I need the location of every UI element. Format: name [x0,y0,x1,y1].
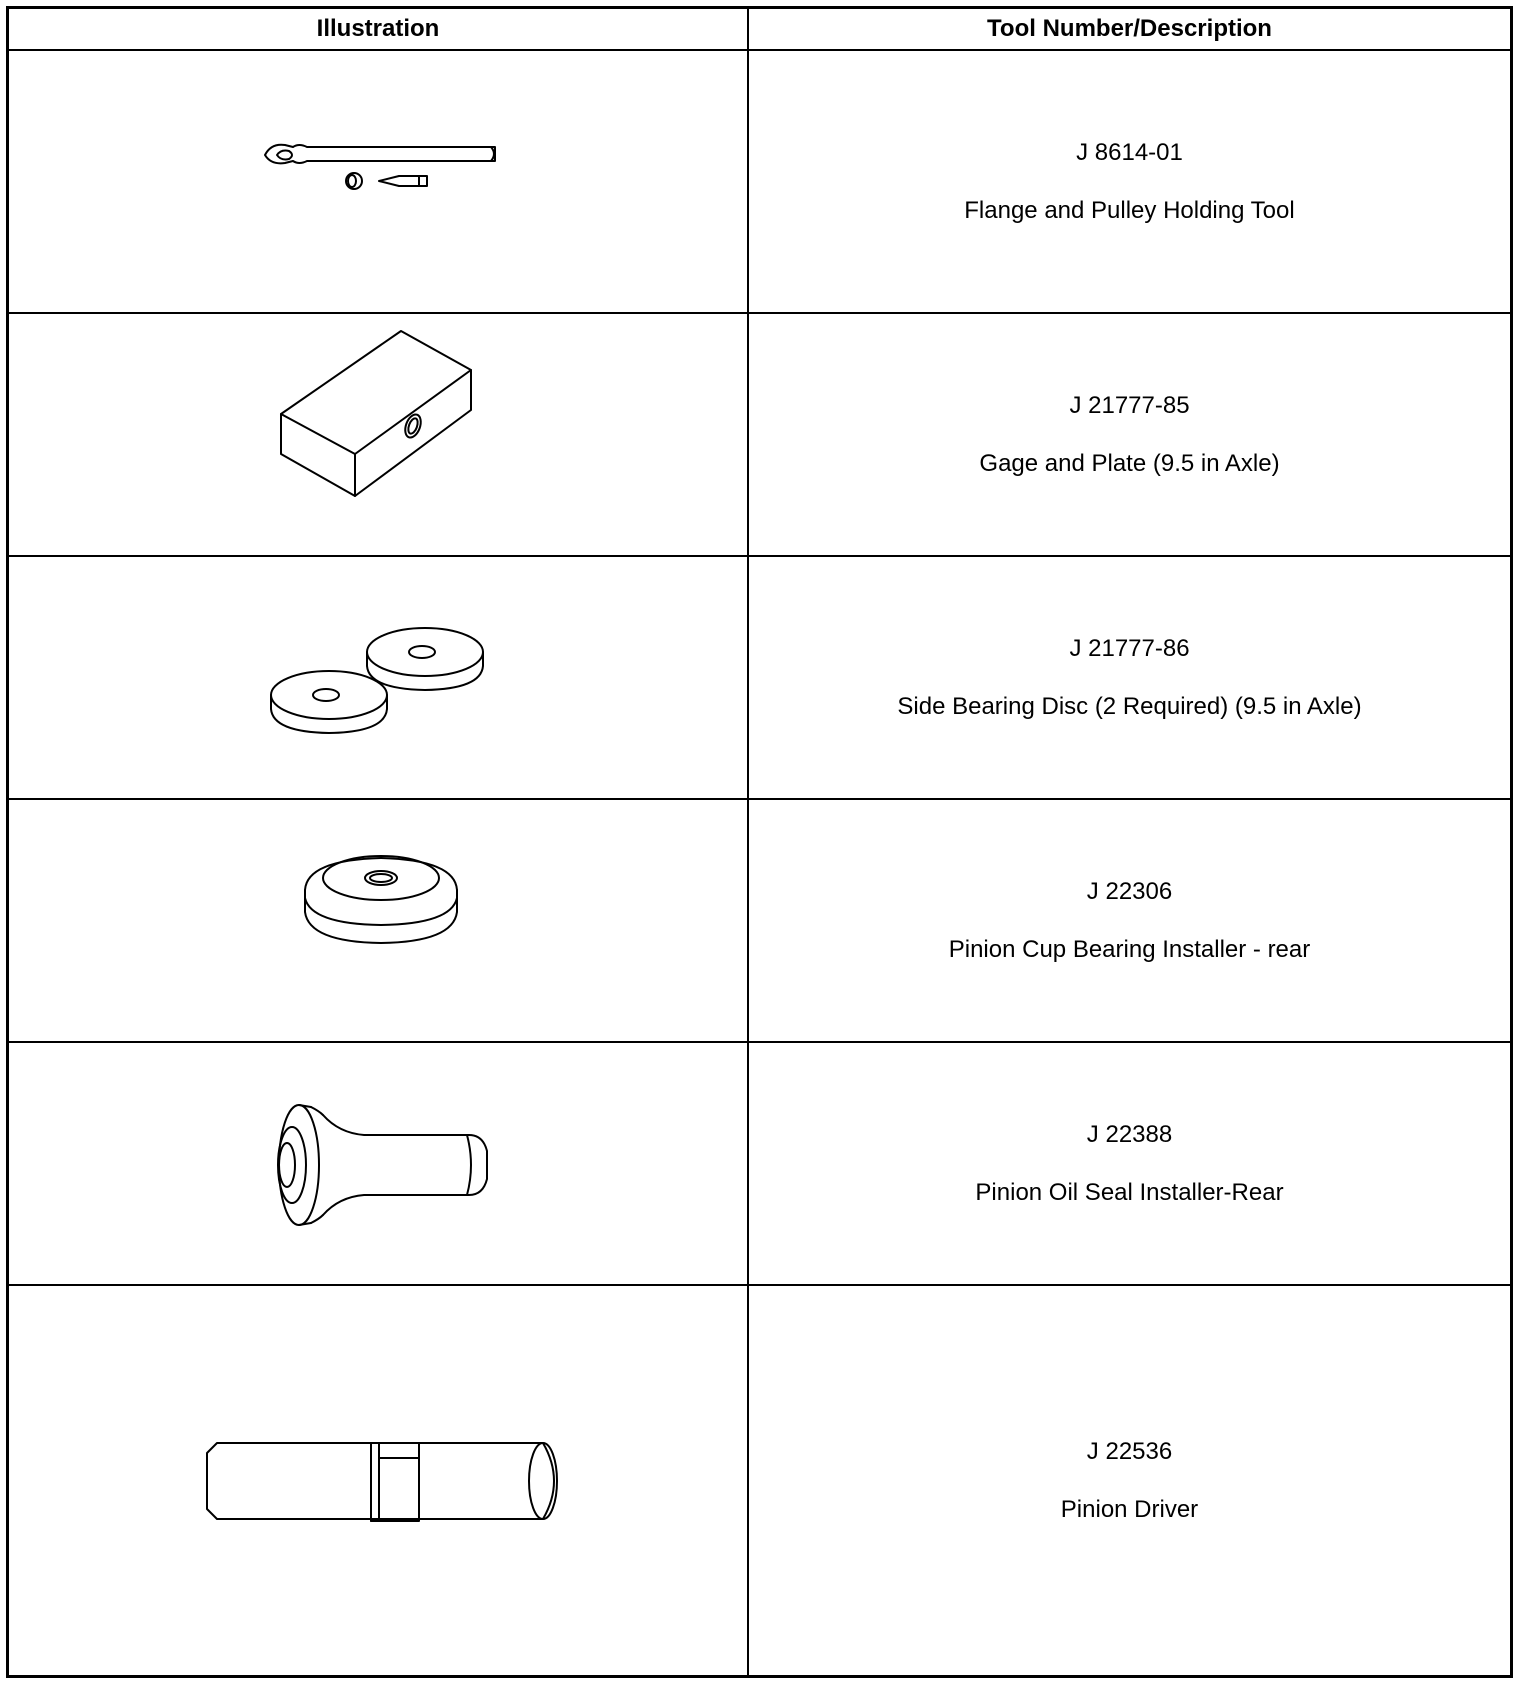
tool-description: Pinion Cup Bearing Installer - rear [948,935,1311,963]
illustration-cell [9,1043,747,1284]
illustration-cell [9,1286,747,1675]
illustration-cell [9,314,747,555]
tool-number: J 22388 [1086,1120,1173,1148]
tool-description: Gage and Plate (9.5 in Axle) [979,449,1280,477]
bearing-discs-icon [9,557,747,798]
table-row [9,1043,1510,1286]
illustration-cell [9,51,747,312]
header-row [9,9,1510,51]
holding-tool-icon [9,51,747,312]
tool-number: J 8614-01 [1076,138,1183,166]
special-tools-table [6,6,1513,1678]
tool-description: Flange and Pulley Holding Tool [964,196,1295,224]
description-cell [749,51,1510,312]
tool-number: J 21777-85 [1069,391,1190,419]
header-illustration: Illustration [316,15,440,42]
tool-description: Pinion Driver [1060,1495,1199,1523]
table-row [9,800,1510,1043]
table-row [9,314,1510,557]
seal-installer-icon [9,1043,747,1284]
table-row [9,51,1510,314]
description-cell [749,1043,1510,1284]
illustration-cell [9,557,747,798]
header-tool-number: Tool Number/Description [987,15,1272,42]
tool-description: Side Bearing Disc (2 Required) (9.5 in Axle) [897,692,1362,720]
description-cell [749,800,1510,1041]
gage-block-icon [9,314,747,555]
table-row [9,1286,1510,1675]
tool-description: Pinion Oil Seal Installer-Rear [975,1178,1284,1206]
illustration-cell [9,800,747,1041]
tool-number: J 21777-86 [1069,634,1190,662]
pinion-driver-icon [9,1286,747,1675]
description-cell [749,1286,1510,1675]
cup-installer-icon [9,800,747,1041]
description-cell [749,314,1510,555]
description-cell [749,557,1510,798]
table-row [9,557,1510,800]
tool-number: J 22306 [1086,877,1173,905]
tool-number: J 22536 [1086,1437,1173,1465]
